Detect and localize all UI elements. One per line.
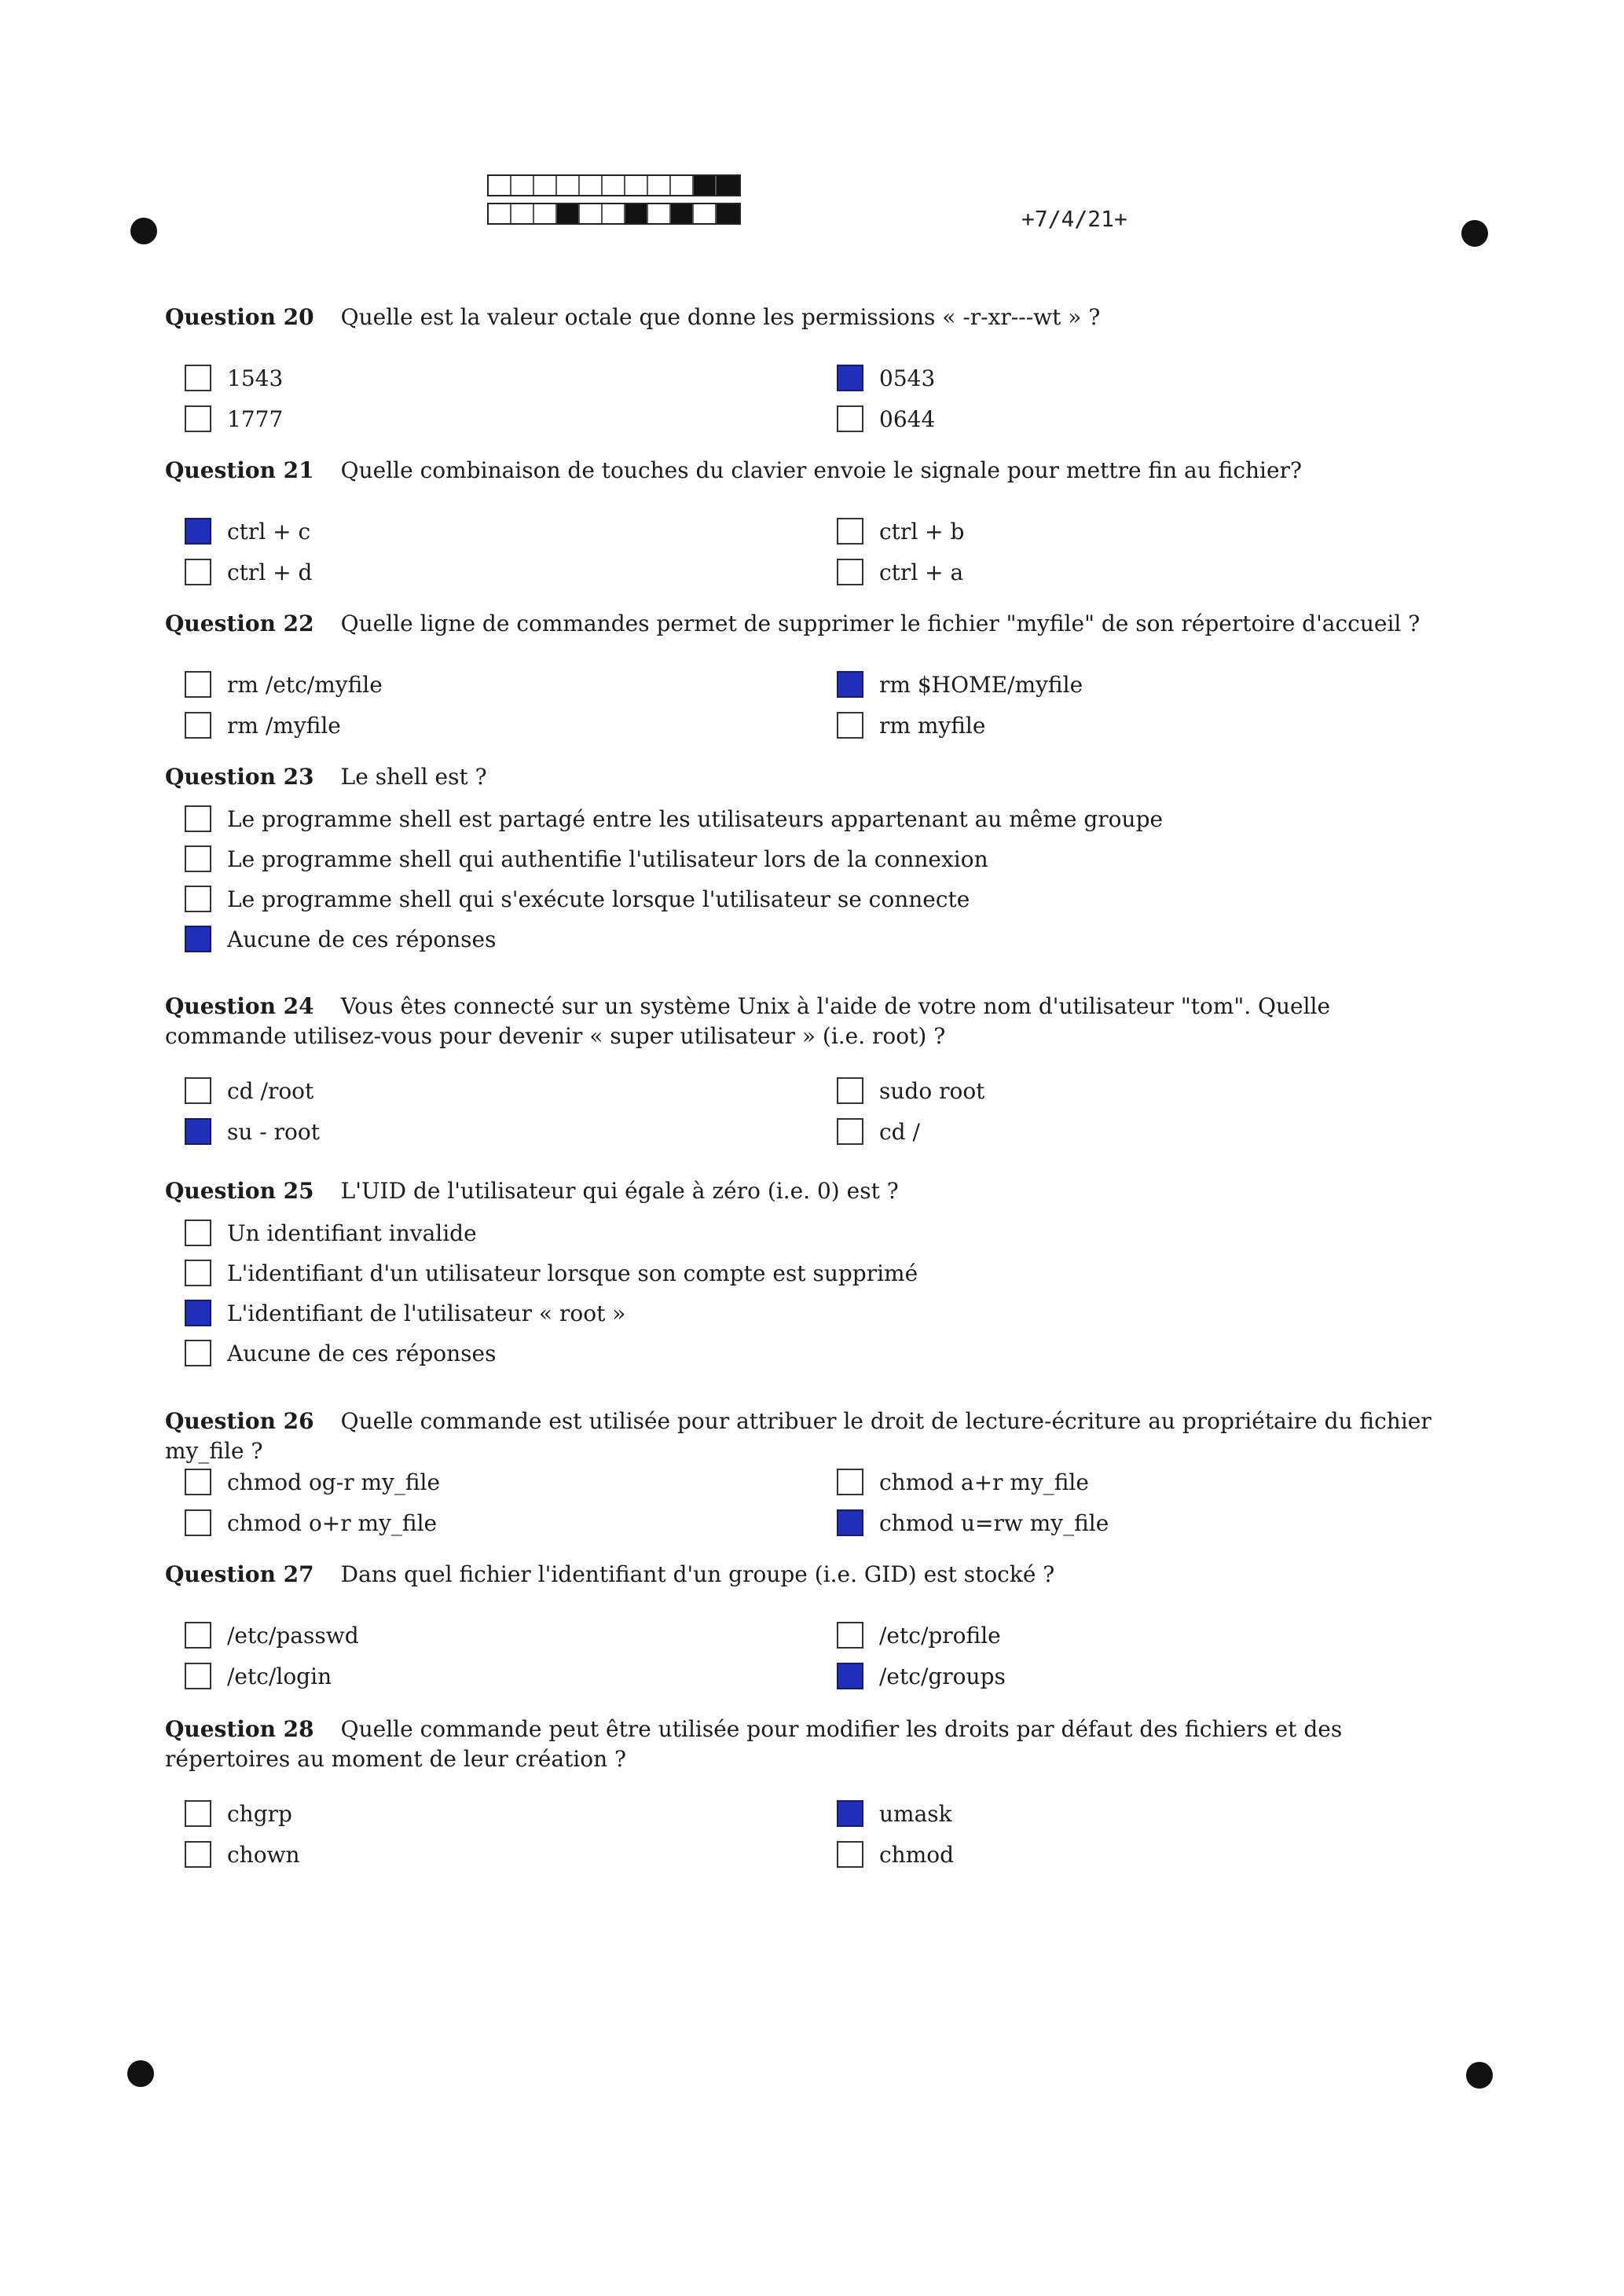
answer-option[interactable] — [837, 1462, 1089, 1502]
answer-option[interactable] — [837, 705, 985, 746]
answer-option-label: ctrl + a — [879, 559, 964, 585]
code-cell — [580, 204, 603, 223]
checkbox[interactable] — [837, 712, 863, 739]
answer-option-label: ctrl + c — [227, 518, 311, 545]
code-cell — [557, 176, 580, 195]
checkbox[interactable] — [185, 1077, 211, 1104]
answer-option[interactable] — [185, 705, 341, 746]
registration-mark-bottom-right — [1466, 2062, 1493, 2089]
answer-option-label: cd /root — [227, 1077, 314, 1104]
code-cell — [717, 176, 739, 195]
checkbox[interactable] — [185, 1800, 211, 1827]
code-cell — [534, 176, 557, 195]
answer-option[interactable] — [185, 552, 312, 592]
checkbox[interactable] — [837, 1841, 863, 1868]
question-label: Question 20 — [165, 304, 314, 330]
question-prompt: Dans quel fichier l'identifiant d'un groupe (i.e. GID) est stocké ? — [340, 1561, 1055, 1587]
answer-option-label: 0543 — [879, 365, 936, 391]
answer-option[interactable] — [185, 1502, 437, 1543]
code-cell — [603, 204, 625, 223]
checkbox[interactable] — [185, 886, 211, 912]
checkbox[interactable] — [837, 405, 863, 432]
answer-option-label: Aucune de ces réponses — [227, 1340, 497, 1366]
question-label: Question 27 — [165, 1561, 314, 1587]
checkbox-checked[interactable] — [837, 1800, 863, 1827]
answer-option[interactable] — [185, 1070, 313, 1111]
answer-option-label: chmod o+r my_file — [227, 1509, 438, 1536]
answer-option[interactable] — [185, 1462, 440, 1502]
question-prompt: L'UID de l'utilisateur qui égale à zéro (i.e. 0) est ? — [340, 1178, 899, 1204]
answer-option[interactable] — [837, 1502, 1109, 1543]
answer-option[interactable] — [837, 1793, 952, 1834]
checkbox[interactable] — [837, 1118, 863, 1145]
checkbox[interactable] — [185, 559, 211, 585]
checkbox-checked[interactable] — [185, 926, 211, 952]
answer-option[interactable] — [185, 1111, 320, 1152]
question-block — [165, 1560, 1454, 1590]
answer-option-label: Le programme shell qui s'exécute lorsque l'utilisateur se connecte — [227, 886, 970, 912]
answer-option[interactable] — [185, 1793, 292, 1834]
question-block — [165, 1715, 1454, 1774]
question-block — [165, 1176, 1454, 1206]
question-block — [165, 609, 1454, 639]
answer-option-label: cd / — [879, 1118, 920, 1145]
answer-option[interactable] — [837, 1070, 984, 1111]
question-label: Question 28 — [165, 1716, 314, 1742]
answer-option[interactable] — [185, 798, 1163, 839]
question-prompt: Quelle commande peut être utilisée pour modifier les droits par défaut des fichiers et des répertoires au moment de leur création ? — [165, 1716, 1343, 1772]
question-text — [165, 1715, 1454, 1774]
answer-option[interactable] — [837, 552, 963, 592]
answer-option[interactable] — [185, 1615, 359, 1656]
registration-mark-top-right — [1461, 220, 1488, 247]
question-text — [165, 762, 1454, 792]
checkbox[interactable] — [837, 1077, 863, 1104]
question-prompt: Quelle commande est utilisée pour attribuer le droit de lecture-écriture au propriétaire du fichier my_file ? — [165, 1408, 1432, 1464]
question-text — [165, 609, 1454, 639]
answer-option-label: L'identifiant de l'utilisateur « root » — [227, 1300, 626, 1326]
question-block — [165, 992, 1454, 1051]
page-code-barcode-bottom — [487, 203, 741, 225]
code-cell — [694, 204, 717, 223]
page-code-barcode-top — [487, 174, 741, 196]
checkbox[interactable] — [185, 1469, 211, 1495]
answer-option-label: 1543 — [227, 365, 284, 391]
checkbox[interactable] — [185, 365, 211, 391]
answer-option-label: chmod u=rw my_file — [879, 1509, 1109, 1536]
checkbox[interactable] — [185, 1663, 211, 1689]
checkbox-checked[interactable] — [185, 1300, 211, 1326]
checkbox[interactable] — [837, 518, 863, 545]
answer-option-label: chmod — [879, 1841, 955, 1868]
answer-option[interactable] — [185, 1293, 625, 1333]
question-text — [165, 303, 1454, 332]
answer-option[interactable] — [837, 358, 935, 398]
answer-option-label: ctrl + b — [879, 518, 965, 545]
answer-option[interactable] — [185, 919, 496, 959]
checkbox[interactable] — [185, 805, 211, 832]
code-cell — [511, 176, 534, 195]
code-cell — [625, 204, 648, 223]
question-text — [165, 1176, 1454, 1206]
answer-option[interactable] — [837, 1615, 1001, 1656]
answer-option-label: /etc/profile — [879, 1622, 1001, 1649]
answer-option-label: L'identifiant d'un utilisateur lorsque son compte est supprimé — [227, 1260, 918, 1286]
answer-option[interactable] — [185, 1333, 496, 1374]
checkbox[interactable] — [185, 405, 211, 432]
answer-option[interactable] — [185, 1253, 918, 1293]
code-cell — [671, 204, 694, 223]
page-identifier: +7/4/21+ — [1021, 206, 1127, 232]
answer-option-label: /etc/login — [227, 1663, 332, 1689]
question-prompt: Quelle ligne de commandes permet de supprimer le fichier "myfile" de son répertoire d'accueil ? — [340, 611, 1421, 636]
checkbox[interactable] — [185, 845, 211, 872]
checkbox[interactable] — [185, 712, 211, 739]
checkbox-checked[interactable] — [185, 518, 211, 545]
answer-option-label: rm /myfile — [227, 712, 341, 739]
question-prompt: Vous êtes connecté sur un système Unix à l'aide de votre nom d'utilisateur "tom". Quelle commande utilisez-vous pour devenir « super utilisateur » (i.e. root) ? — [165, 993, 1331, 1049]
answer-option-label: chmod og-r my_file — [227, 1469, 441, 1495]
answer-option-label: chgrp — [227, 1800, 292, 1827]
answer-option-label: rm /etc/myfile — [227, 671, 383, 698]
answer-option[interactable] — [837, 664, 1083, 705]
answer-option[interactable] — [837, 511, 964, 552]
answer-option[interactable] — [185, 398, 283, 439]
question-text — [165, 992, 1454, 1051]
answer-option-label: Le programme shell est partagé entre les utilisateurs appartenant au même groupe — [227, 805, 1164, 832]
code-cell — [511, 204, 534, 223]
checkbox-checked[interactable] — [837, 671, 863, 698]
answer-option-label: sudo root — [879, 1077, 985, 1104]
checkbox[interactable] — [837, 559, 863, 585]
code-cell — [648, 176, 671, 195]
answer-option[interactable] — [185, 838, 988, 879]
answer-option-label: Le programme shell qui authentifie l'utilisateur lors de la connexion — [227, 845, 988, 872]
checkbox[interactable] — [837, 1622, 863, 1649]
answer-option[interactable] — [185, 1212, 477, 1253]
answer-option-label: Un identifiant invalide — [227, 1220, 477, 1246]
answer-option-label: chown — [227, 1841, 300, 1868]
checkbox[interactable] — [185, 1220, 211, 1246]
answer-option[interactable] — [837, 1111, 920, 1152]
answer-option[interactable] — [185, 664, 383, 705]
checkbox[interactable] — [185, 1509, 211, 1536]
answer-option[interactable] — [185, 511, 310, 552]
code-cell — [694, 176, 717, 195]
code-cell — [580, 176, 603, 195]
code-cell — [534, 204, 557, 223]
answer-option-label: 0644 — [879, 405, 936, 432]
question-block — [165, 762, 1454, 792]
checkbox[interactable] — [185, 1841, 211, 1868]
answer-option[interactable] — [837, 1834, 954, 1875]
answer-option-label: /etc/passwd — [227, 1622, 359, 1649]
checkbox-checked[interactable] — [837, 1663, 863, 1689]
answer-option-label: su - root — [227, 1118, 321, 1145]
checkbox[interactable] — [185, 1260, 211, 1286]
question-prompt: Quelle est la valeur octale que donne les permissions « -r-xr---wt » ? — [340, 304, 1101, 330]
code-cell — [717, 204, 739, 223]
code-cell — [489, 176, 511, 195]
answer-option[interactable] — [837, 1656, 1006, 1696]
checkbox[interactable] — [837, 1469, 863, 1495]
code-cell — [557, 204, 580, 223]
question-prompt: Quelle combinaison de touches du clavier envoie le signale pour mettre fin au fichier? — [340, 457, 1302, 483]
checkbox[interactable] — [185, 671, 211, 698]
question-text — [165, 1407, 1454, 1466]
answer-option-label: /etc/groups — [879, 1663, 1006, 1689]
code-cell — [489, 204, 511, 223]
question-label: Question 26 — [165, 1408, 314, 1434]
answer-option-label: umask — [879, 1800, 952, 1827]
question-block — [165, 456, 1454, 486]
checkbox[interactable] — [185, 1622, 211, 1649]
question-label: Question 22 — [165, 611, 314, 636]
question-label: Question 21 — [165, 457, 314, 483]
registration-mark-top-left — [130, 218, 157, 244]
question-block — [165, 1407, 1454, 1466]
answer-option-label: rm $HOME/myfile — [879, 671, 1083, 698]
question-label: Question 23 — [165, 764, 314, 790]
checkbox[interactable] — [185, 1340, 211, 1366]
question-prompt: Le shell est ? — [340, 764, 487, 790]
code-cell — [625, 176, 648, 195]
registration-mark-bottom-left — [127, 2060, 154, 2087]
answer-option-label: chmod a+r my_file — [879, 1469, 1089, 1495]
checkbox-checked[interactable] — [837, 1509, 863, 1536]
code-cell — [648, 204, 671, 223]
checkbox-checked[interactable] — [185, 1118, 211, 1145]
question-label: Question 25 — [165, 1178, 314, 1204]
answer-option-label: Aucune de ces réponses — [227, 926, 497, 952]
question-text — [165, 1560, 1454, 1590]
answer-option-label: 1777 — [227, 405, 284, 432]
answer-option[interactable] — [185, 358, 283, 398]
answer-option-label: ctrl + d — [227, 559, 313, 585]
checkbox-checked[interactable] — [837, 365, 863, 391]
answer-option[interactable] — [185, 1834, 300, 1875]
code-cell — [603, 176, 625, 195]
code-cell — [671, 176, 694, 195]
question-block — [165, 303, 1454, 332]
answer-option[interactable] — [837, 398, 935, 439]
answer-option[interactable] — [185, 878, 970, 919]
question-label: Question 24 — [165, 993, 314, 1019]
answer-option[interactable] — [185, 1656, 332, 1696]
question-text — [165, 456, 1454, 486]
answer-option-label: rm myfile — [879, 712, 986, 739]
